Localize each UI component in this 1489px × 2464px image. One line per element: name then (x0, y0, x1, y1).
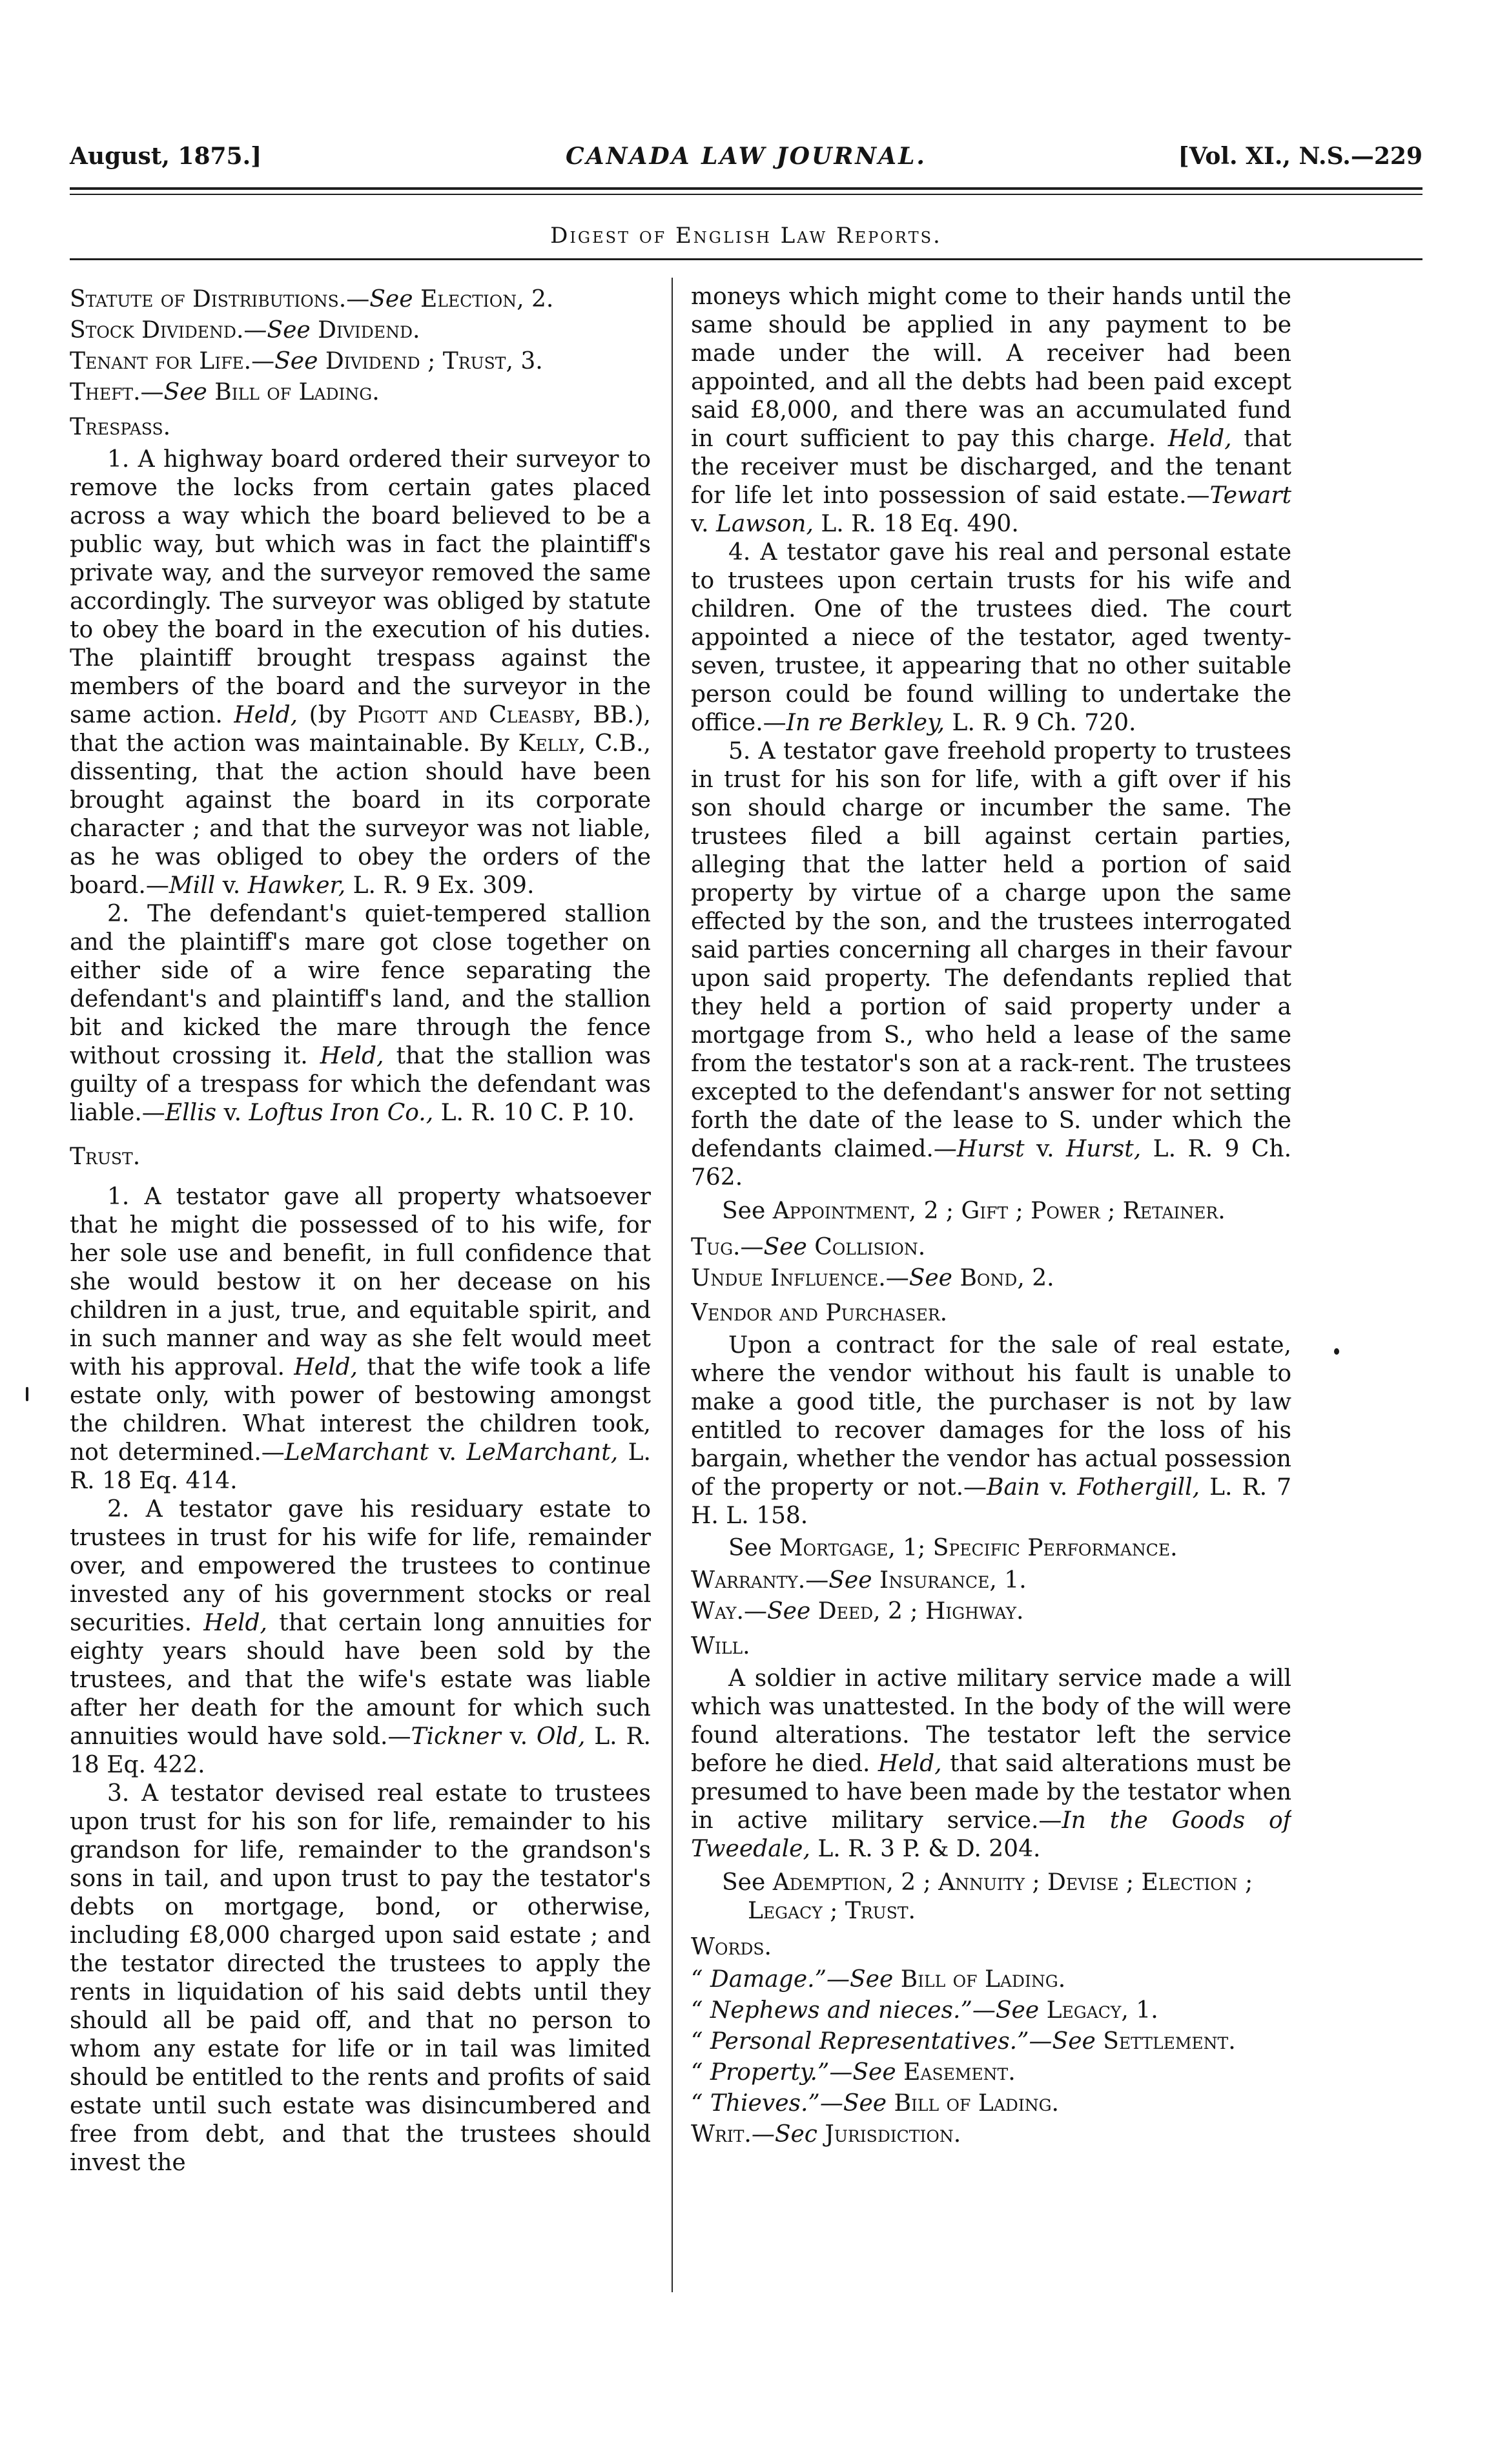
issue-date: August, 1875.] (70, 143, 262, 170)
ink-mark-left-margin (26, 1387, 28, 1401)
section-title-rule (70, 258, 1422, 260)
running-header (70, 137, 1422, 176)
trust-case-1: 1. A testator gave all property whatsoever that he might die possessed of to his wife, for her sole use and benefit, in full confidence that she would bestow it on her decease on his children in a just, true, and equitable spirit, and in such manner and way as she felt would meet with his approval. Held, that the wife took a life estate only, with power of bestowing amongst the children. What interest the children took, not determined.—LeMarchant v. LeMarchant, L. R. 18 Eq. 414. (70, 1184, 651, 1494)
trust-case-3: 3. A testator devised real estate to trustees upon trust for his son for life, remainder to his grandson for life, remainder to the grandson's sons in tail, and upon trust to pay the testator's debts on mortgage, bond, or otherwise, including £8,000 charged upon said estate ; and the testator directed the trustees to apply the rents in liquidation of his said debts until they should all be paid off, and that no person to whom any estate for life or in tail was limited should be entitled to the rents and profits of said estate until such estate was disincumbered and free from debt, and that the trustees should invest the (70, 1780, 651, 2176)
digest-entry-way: Way.—See Deed, 2 ; Highway. (691, 1598, 1024, 1625)
header-double-rule-bottom (70, 194, 1422, 195)
ink-speck-right-margin (1334, 1348, 1339, 1355)
journal-title: CANADA LAW JOURNAL. (566, 143, 927, 170)
header-double-rule-top (70, 187, 1422, 190)
left-column (70, 283, 651, 2317)
words-item-property: “ Property.”—See Easement. (691, 2059, 1016, 2086)
heading-words: Words. (691, 1934, 772, 1960)
words-item-personal-representatives: “ Personal Representatives.”—See Settlement. (691, 2028, 1236, 2055)
trespass-case-1: 1. A highway board ordered their surveyor to remove the locks from certain gates placed across a way which the board believed to be a public way, but which was in fact the plaintiff's private way, and the surveyor removed the same accordingly. The surveyor was obliged by statute to obey the board in the execution of his duties. The plaintiff brought trespass against the members of the board and the surveyor in the same action. Held, (by Pigott and Cleasby, BB.), that the action was maintainable. By Kelly, C.B., dissenting, that the action should have been brought against the board in its corporate character ; and that the surveyor was not liable, as he was obliged to obey the orders of the board.—Mill v. Hawker, L. R. 9 Ex. 309. (70, 446, 651, 899)
vendor-cross-reference: See Mortgage, 1; Specific Performance. (728, 1535, 1178, 1561)
will-cross-reference: See Ademption, 2 ; Annuity ; Devise ; Election ; Legacy ; Trust. (722, 1869, 1253, 1924)
digest-entry-tug: Tug.—See Collision. (691, 1234, 926, 1260)
trust-case-3-continued: moneys which might come to their hands until the same should be applied in any payment to be made under the will. A receiver had been appointed, and all the debts had been paid except said £8,000, and there was an accumulated fund in court sufficient to pay this charge. Held, that the receiver must be discharged, and the tenant for life let into possession of said estate.—Tewart v. Lawson, L. R. 18 Eq. 490. (691, 283, 1291, 537)
section-title: Digest of English Law Reports. (550, 223, 942, 249)
trespass-case-2: 2. The defendant's quiet-tempered stallion and the plaintiff's mare got close together on either side of a wire fence separating the defendant's and plaintiff's land, and the stallion bit and kicked the mare through the fence without crossing it. Held, that the stallion was guilty of a trespass for which the defendant was liable.—Ellis v. Loftus Iron Co., L. R. 10 C. P. 10. (70, 901, 651, 1126)
words-item-damage: “ Damage.”—See Bill of Lading. (691, 1966, 1066, 1993)
digest-entry-theft: Theft.—See Bill of Lading. (70, 379, 380, 406)
trust-case-2: 2. A testator gave his residuary estate to trustees in trust for his wife for life, remainder over, and empowered the trustees to continue invested any of his government stocks or real securities. Held, that certain long annuities for eighty years should have been sold by the trustees, and that the wife's estate was liable after her death for the amount for which such annuities would have sold.—Tickner v. Old, L. R. 18 Eq. 422. (70, 1496, 651, 1778)
heading-trust: Trust. (70, 1144, 141, 1170)
words-item-thieves: “ Thieves.”—See Bill of Lading. (691, 2090, 1059, 2117)
digest-entry-statute-of-distributions: Statute of Distributions.—See Election, 2. (70, 286, 554, 313)
will-case: A soldier in active military service made a will which was unattested. In the body of the will were found alterations. The testator left the service before he died. Held, that said alterations must be presumed to have been made by the testator when in active military service.—In the Goods of Tweedale, L. R. 3 P. & D. 204. (691, 1665, 1291, 1862)
heading-vendor-and-purchaser: Vendor and Purchaser. (691, 1300, 948, 1326)
vendor-purchaser-case: Upon a contract for the sale of real estate, where the vendor without his fault is unable to make a good title, the purchaser is not by law entitled to recover damages for the loss of his bargain, whether the vendor has actual possession of the property or not.—Bain v. Fothergill, L. R. 7 H. L. 158. (691, 1332, 1291, 1529)
heading-trespass: Trespass. (70, 414, 171, 440)
digest-entry-tenant-for-life: Tenant for Life.—See Dividend ; Trust, 3. (70, 348, 543, 375)
words-item-nephews-and-nieces: “ Nephews and nieces.”—See Legacy, 1. (691, 1997, 1158, 2024)
digest-entry-undue-influence: Undue Influence.—See Bond, 2. (691, 1265, 1054, 1291)
digest-entry-warranty: Warranty.—See Insurance, 1. (691, 1567, 1027, 1594)
trust-cross-reference: See Appointment, 2 ; Gift ; Power ; Retainer. (722, 1198, 1226, 1224)
volume-page-number: [Vol. XI., N.S.—229 (1178, 143, 1422, 170)
column-divider (672, 278, 673, 2292)
trust-case-5: 5. A testator gave freehold property to trustees in trust for his son for life, with a gift over if his son should charge or incumber the same. The trustees filed a bill against certain parties, alleging that the latter held a portion of said property by virtue of a charge upon the same effected by the son, and the trustees interrogated said parties concerning all charges in their favour upon said property. The defendants replied that they held a portion of said property under a mortgage from S., who held a lease of the same from the testator's son at a rack-rent. The trustees excepted to the defendant's answer for not setting forth the date of the lease to S. under which the defendants claimed.—Hurst v. Hurst, L. R. 9 Ch. 762. (691, 738, 1291, 1191)
heading-will: Will. (691, 1633, 750, 1659)
trust-case-4: 4. A testator gave his real and personal estate to trustees upon certain trusts for his wife and children. One of the trustees died. The court appointed a niece of the testator, aged twenty-seven, trustee, it appearing that no other suitable person could be found willing to undertake the office.—In re Berkley, L. R. 9 Ch. 720. (691, 539, 1291, 736)
right-column (691, 283, 1291, 2317)
digest-entry-stock-dividend: Stock Dividend.—See Dividend. (70, 317, 420, 344)
digest-entry-writ: Writ.—Sec Jurisdiction. (691, 2121, 961, 2148)
